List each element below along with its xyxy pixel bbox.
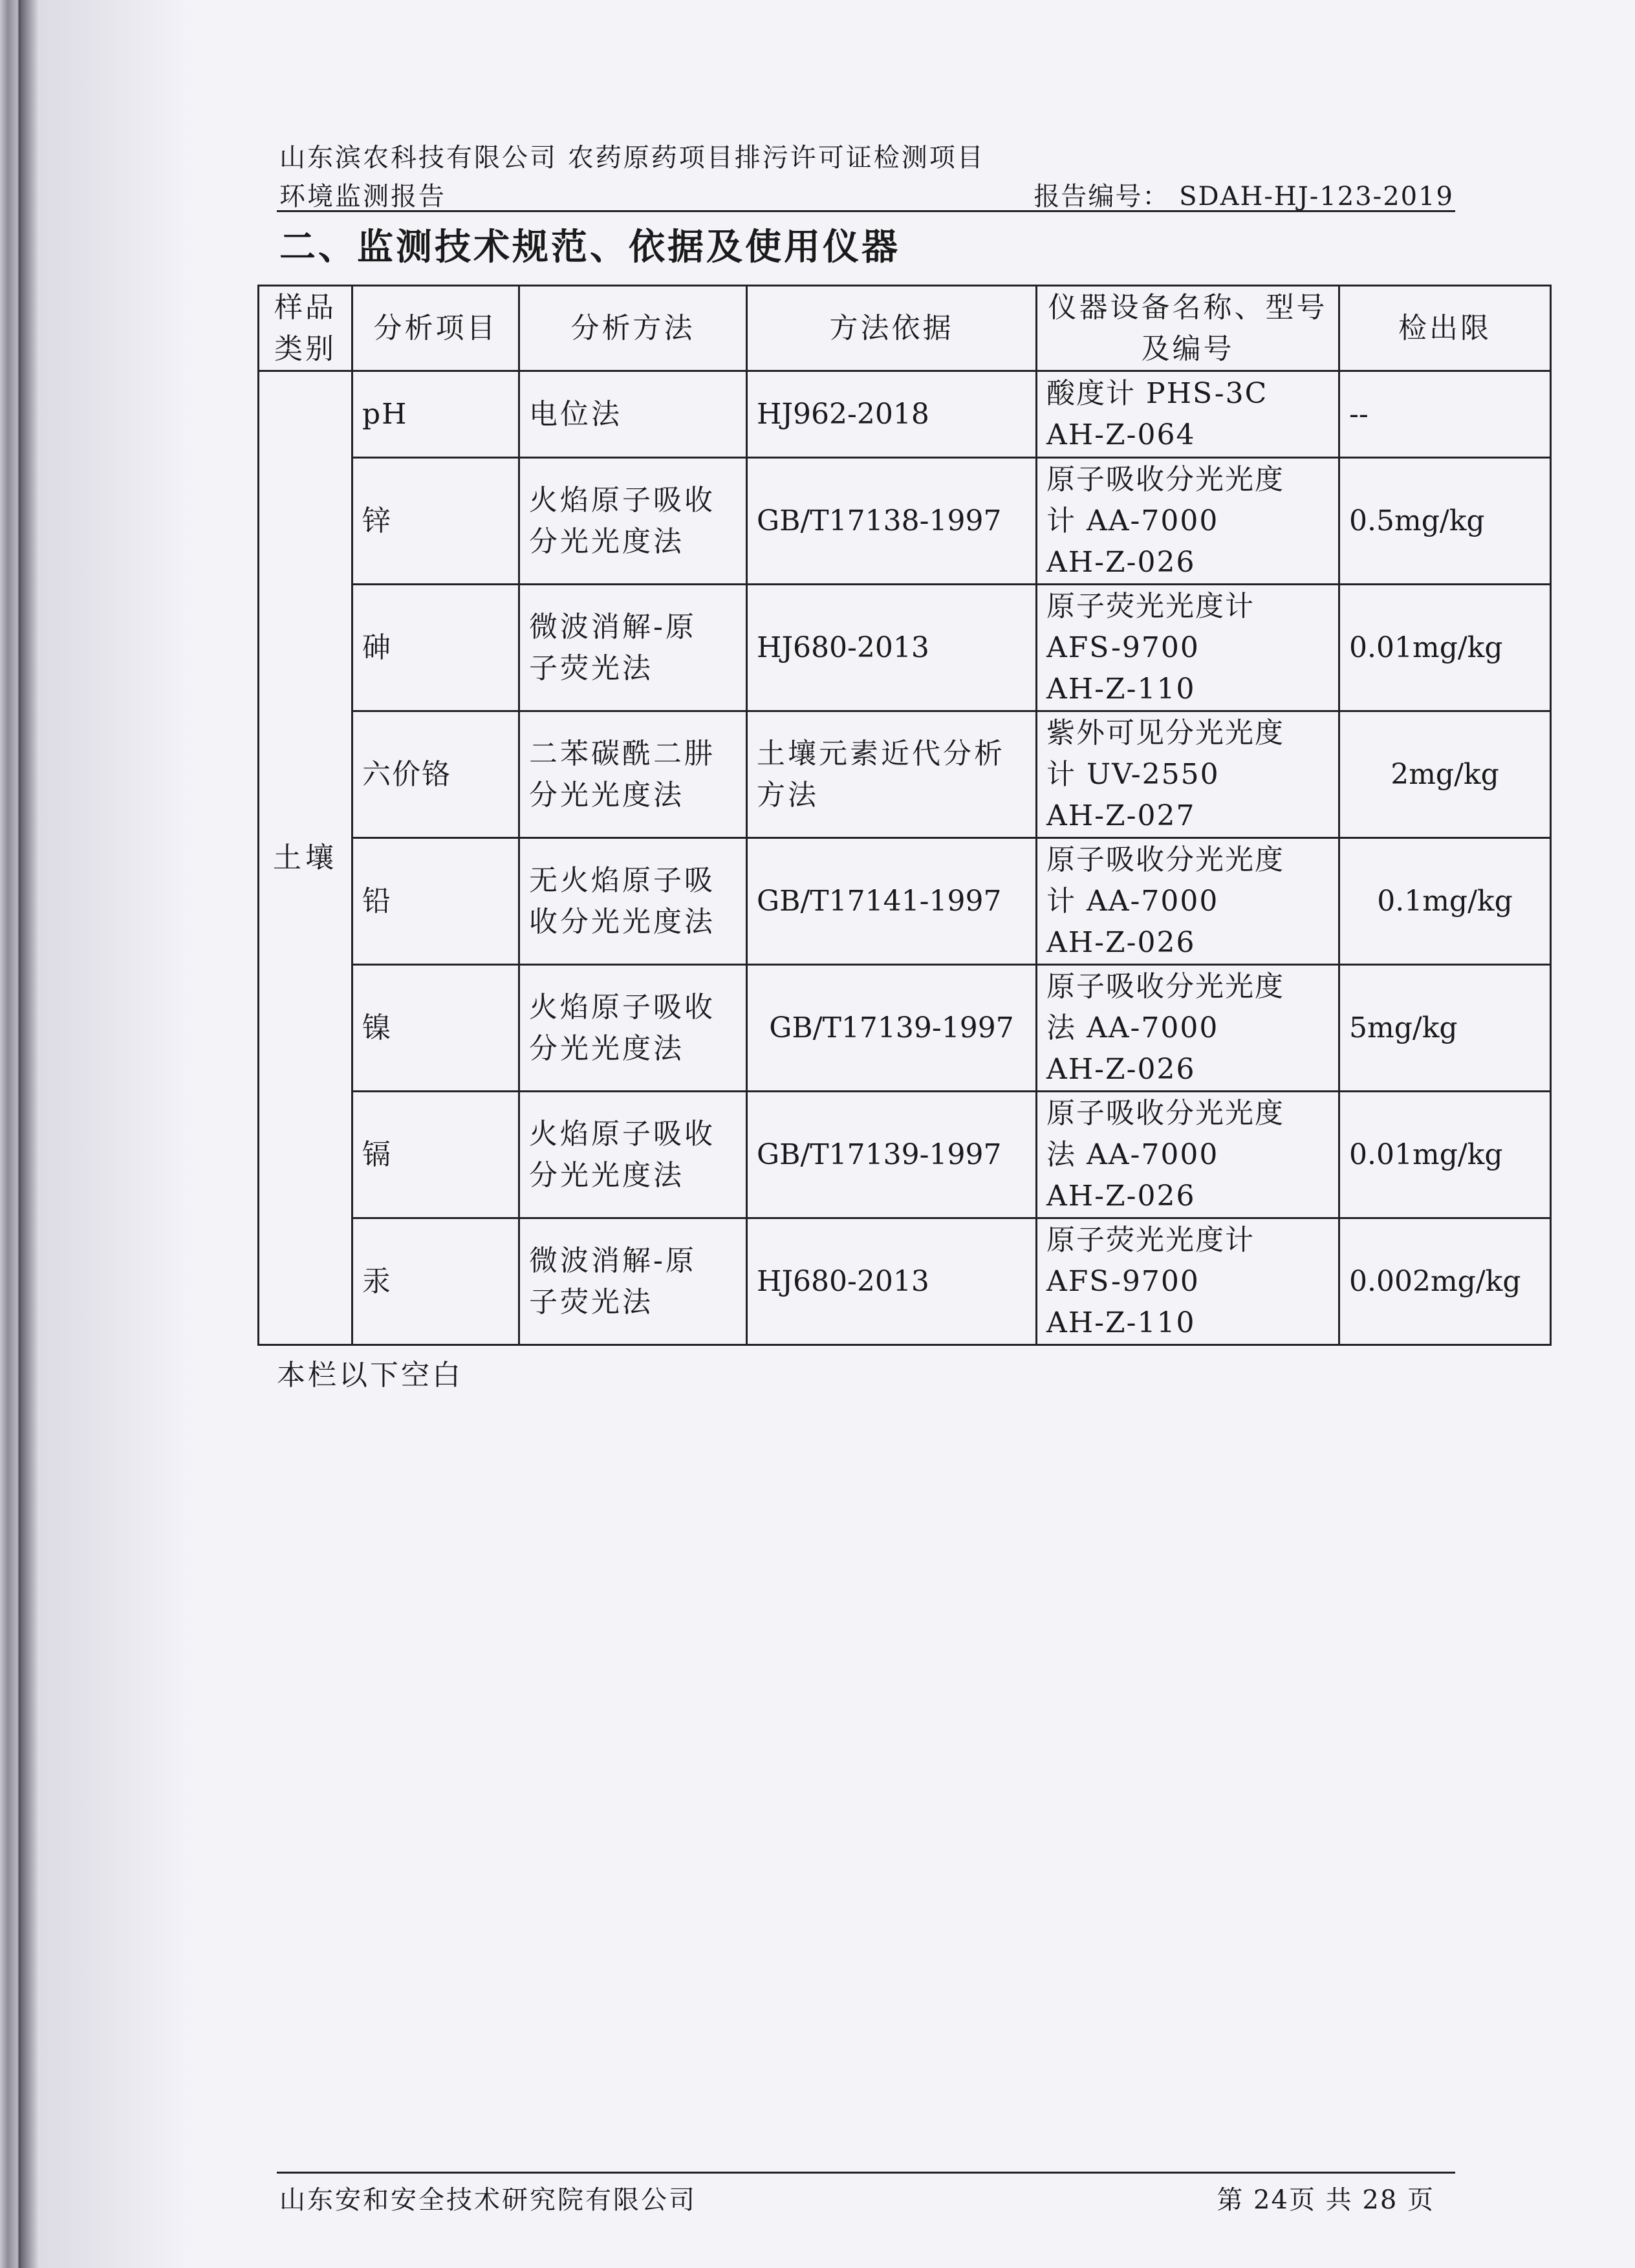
basis-cell: GB/T17139-1997 — [747, 1092, 1037, 1218]
limit-cell: 5mg/kg — [1339, 965, 1551, 1092]
table-row — [259, 585, 1551, 711]
basis-cell: 土壤元素近代分析方法 — [747, 711, 1037, 838]
limit-cell: 0.1mg/kg — [1339, 838, 1551, 965]
method-cell: 电位法 — [519, 371, 747, 458]
limit-cell: 0.01mg/kg — [1339, 1092, 1551, 1218]
limit-cell: 2mg/kg — [1339, 711, 1551, 838]
limit-cell: 0.01mg/kg — [1339, 585, 1551, 711]
item-cell: 镍 — [352, 965, 519, 1092]
item-cell: 镉 — [352, 1092, 519, 1218]
blank-below-note: 本栏以下空白 — [277, 1359, 463, 1392]
header-report-type: 环境监测报告 — [279, 182, 446, 211]
item-cell: pH — [352, 371, 519, 458]
basis-cell: GB/T17138-1997 — [747, 458, 1037, 585]
table-row — [259, 1218, 1551, 1345]
method-cell: 无火焰原子吸 收分光光度法 — [519, 838, 747, 965]
col-header-limit: 检出限 — [1339, 286, 1551, 371]
limit-cell: 0.002mg/kg — [1339, 1218, 1551, 1345]
item-cell: 汞 — [352, 1218, 519, 1345]
section-title: 二、监测技术规范、依据及使用仪器 — [279, 226, 900, 268]
header-project-title: 山东滨农科技有限公司 农药原药项目排污许可证检测项目 — [279, 143, 985, 173]
method-cell: 微波消解-原 子荧光法 — [519, 585, 747, 711]
instrument-cell: 紫外可见分光光度 计 UV-2550 AH-Z-027 — [1037, 711, 1339, 838]
col-header-method: 分析方法 — [519, 286, 747, 371]
method-cell: 火焰原子吸收 分光光度法 — [519, 965, 747, 1092]
item-cell: 砷 — [352, 585, 519, 711]
table-row — [259, 1092, 1551, 1218]
instrument-cell: 原子荧光光度计 AFS-9700 AH-Z-110 — [1037, 585, 1339, 711]
table-row — [259, 711, 1551, 838]
method-cell: 火焰原子吸收 分光光度法 — [519, 1092, 747, 1218]
basis-cell: HJ680-2013 — [747, 1218, 1037, 1345]
table-row — [259, 965, 1551, 1092]
limit-cell: 0.5mg/kg — [1339, 458, 1551, 585]
instrument-cell: 原子吸收分光光度 计 AA-7000 AH-Z-026 — [1037, 458, 1339, 585]
item-cell: 锌 — [352, 458, 519, 585]
col-header-category: 样品 类别 — [259, 286, 352, 371]
col-header-instrument: 仪器设备名称、型号 及编号 — [1037, 286, 1339, 371]
table-row — [259, 371, 1551, 458]
table-row — [259, 838, 1551, 965]
table-row — [259, 458, 1551, 585]
basis-cell: HJ680-2013 — [747, 585, 1037, 711]
instrument-cell: 原子荧光光度计 AFS-9700 AH-Z-110 — [1037, 1218, 1339, 1345]
header-rule — [277, 210, 1455, 212]
footer-page-number: 第 24页 共 28 页 — [1217, 2185, 1435, 2215]
instrument-cell: 原子吸收分光光度 法 AA-7000 AH-Z-026 — [1037, 965, 1339, 1092]
table-header-row — [259, 286, 1551, 371]
instrument-cell: 原子吸收分光光度 法 AA-7000 AH-Z-026 — [1037, 1092, 1339, 1218]
method-cell: 微波消解-原 子荧光法 — [519, 1218, 747, 1345]
col-header-basis: 方法依据 — [747, 286, 1037, 371]
item-cell: 铅 — [352, 838, 519, 965]
footer-organization: 山东安和安全技术研究院有限公司 — [279, 2185, 697, 2215]
footer-rule — [277, 2172, 1455, 2174]
basis-cell: GB/T17141-1997 — [747, 838, 1037, 965]
item-cell: 六价铬 — [352, 711, 519, 838]
method-cell: 二苯碳酰二肼 分光光度法 — [519, 711, 747, 838]
header-report-number: 报告编号： SDAH-HJ-123-2019 — [1034, 182, 1454, 211]
limit-cell: -- — [1339, 371, 1551, 458]
basis-cell: HJ962-2018 — [747, 371, 1037, 458]
category-cell: 土壤 — [259, 371, 352, 1345]
instrument-cell: 酸度计 PHS-3C AH-Z-064 — [1037, 371, 1339, 458]
col-header-item: 分析项目 — [352, 286, 519, 371]
instrument-cell: 原子吸收分光光度 计 AA-7000 AH-Z-026 — [1037, 838, 1339, 965]
monitoring-spec-table — [257, 285, 1552, 1346]
basis-cell: GB/T17139-1997 — [747, 965, 1037, 1092]
method-cell: 火焰原子吸收 分光光度法 — [519, 458, 747, 585]
